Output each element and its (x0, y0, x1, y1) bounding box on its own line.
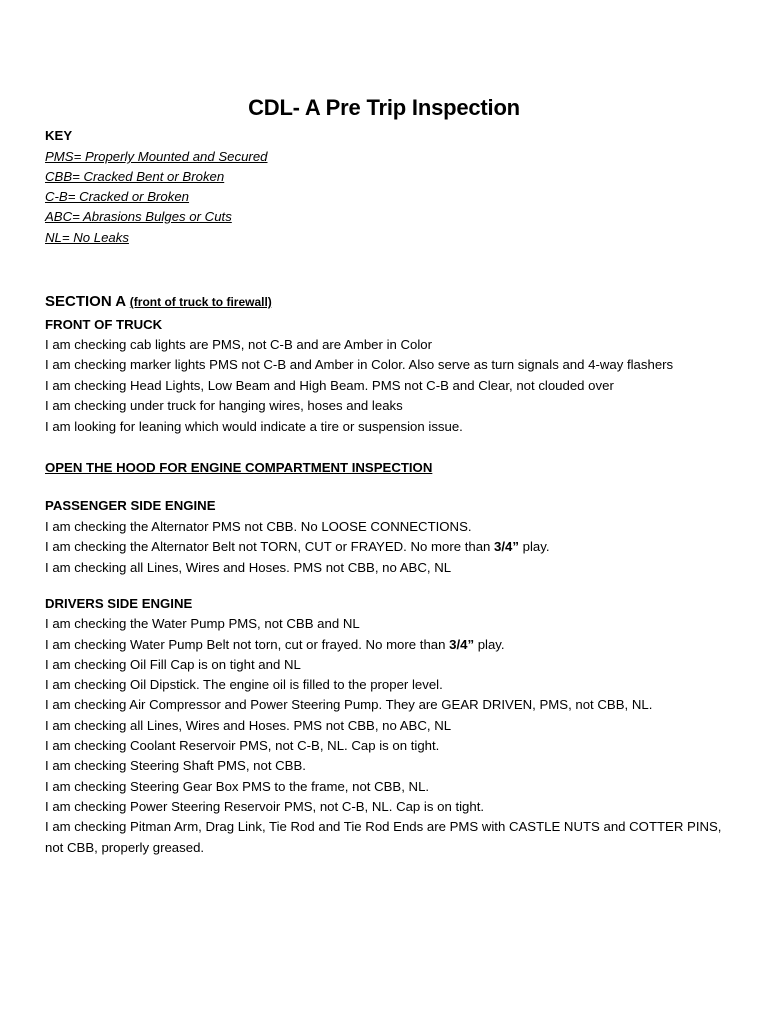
drivers-item-air-compressor: I am checking Air Compressor and Power Steering Pump. They are GEAR DRIVEN, PMS, not CBB, NL. (45, 697, 653, 712)
front-item-marker-lights: I am checking marker lights PMS not C-B and Amber in Color. Also serve as turn signals and 4-way flashers (45, 357, 674, 372)
drivers-item-coolant: I am checking Coolant Reservoir PMS, not C-B, NL. Cap is on tight. (45, 738, 440, 753)
drivers-item-pitman-arm-cont: not CBB, properly greased. (45, 840, 205, 855)
key-item-abc: ABC= Abrasions Bulges or Cuts (45, 209, 232, 224)
hood-heading: OPEN THE HOOD FOR ENGINE COMPARTMENT INSPECTION (45, 460, 433, 475)
front-item-cab-lights: I am checking cab lights are PMS, not C-B and are Amber in Color (45, 337, 433, 352)
drivers-side-heading: DRIVERS SIDE ENGINE (45, 596, 193, 611)
section-a-heading (45, 293, 272, 311)
drivers-item-steering-shaft: I am checking Steering Shaft PMS, not CBB. (45, 758, 306, 773)
passenger-side-heading: PASSENGER SIDE ENGINE (45, 498, 216, 513)
passenger-item-alternator-belt: I am checking the Alternator Belt not TORN, CUT or FRAYED. No more than 3/4” play. (45, 539, 550, 554)
drivers-item-water-pump-belt: I am checking Water Pump Belt not torn, cut or frayed. No more than 3/4” play. (45, 637, 505, 652)
drivers-item-water-pump: I am checking the Water Pump PMS, not CBB and NL (45, 616, 360, 631)
key-item-cbb: CBB= Cracked Bent or Broken (45, 169, 225, 184)
page-title: CDL- A Pre Trip Inspection (248, 95, 520, 120)
drivers-item-oil-dipstick: I am checking Oil Dipstick. The engine oil is filled to the proper level. (45, 677, 443, 692)
key-item-pms: PMS= Properly Mounted and Secured (45, 149, 268, 164)
drivers-item-lines: I am checking all Lines, Wires and Hoses. PMS not CBB, no ABC, NL (45, 718, 452, 733)
key-heading: KEY (45, 128, 73, 143)
drivers-item-power-steering-reservoir: I am checking Power Steering Reservoir PMS, not C-B, NL. Cap is on tight. (45, 799, 485, 814)
section-a-subtitle: (front of truck to firewall) (129, 295, 272, 309)
drivers-item-steering-gear-box: I am checking Steering Gear Box PMS to the frame, not CBB, NL. (45, 779, 430, 794)
front-item-leaning: I am looking for leaning which would indicate a tire or suspension issue. (45, 419, 463, 434)
belt-play-value: 3/4” (494, 539, 519, 554)
front-item-head-lights: I am checking Head Lights, Low Beam and High Beam. PMS not C-B and Clear, not clouded over (45, 378, 614, 393)
drivers-item-pitman-arm: I am checking Pitman Arm, Drag Link, Tie Rod and Tie Rod Ends are PMS with CASTLE NUTS and COTTER PINS, (45, 819, 722, 834)
key-item-nl: NL= No Leaks (45, 230, 129, 245)
section-a-title: SECTION A (45, 293, 127, 310)
passenger-item-lines: I am checking all Lines, Wires and Hoses. PMS not CBB, no ABC, NL (45, 560, 452, 575)
drivers-item-oil-fill-cap: I am checking Oil Fill Cap is on tight and NL (45, 657, 301, 672)
belt-play-value: 3/4” (449, 637, 475, 652)
front-item-under-truck: I am checking under truck for hanging wires, hoses and leaks (45, 398, 403, 413)
front-of-truck-heading: FRONT OF TRUCK (45, 317, 163, 332)
key-item-cb: C-B= Cracked or Broken (45, 189, 190, 204)
passenger-item-alternator: I am checking the Alternator PMS not CBB. No LOOSE CONNECTIONS. (45, 519, 472, 534)
